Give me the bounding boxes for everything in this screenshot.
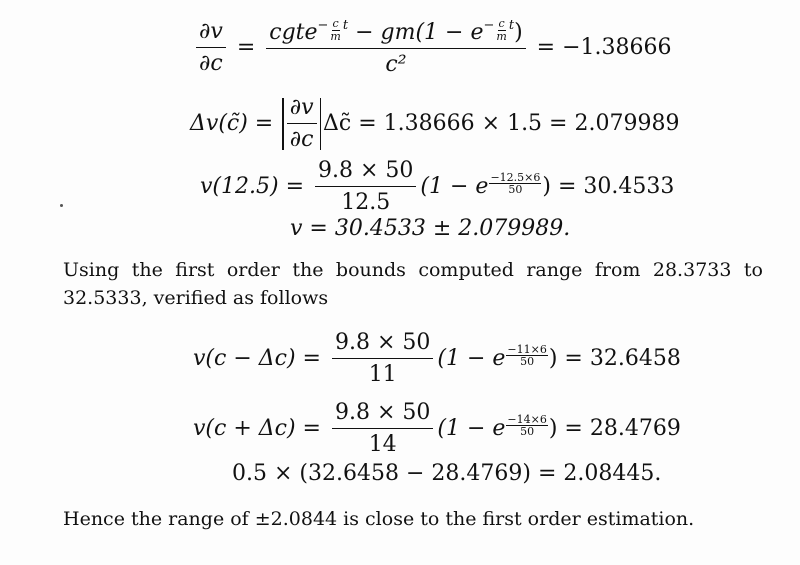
paragraph-bounds: Using the first order the bounds computed range from 28.3733 to 32.5333, verified as follows [63, 259, 763, 309]
fraction-coefficient: $\frac{9.8 \times 50}{14}$ [332, 400, 433, 458]
equation-result: ) = 32.6458 [548, 345, 681, 371]
equation-result: = −1.38666 [536, 34, 672, 60]
fraction-dv-dc [196, 19, 226, 77]
fraction-numerator: ∂v [196, 19, 226, 48]
equation-half-difference: 0.5 × (32.6458 − 28.4769) = 2.08445. [232, 461, 662, 486]
equation-lhs: Δv(c̃) = [190, 110, 281, 136]
term-cgte: cgte [269, 20, 318, 45]
absolute-bar-right [320, 98, 322, 150]
equation-derivative [192, 18, 672, 78]
scan-speck [60, 204, 63, 207]
equation-v-result: v = 30.4533 ± 2.079989. [290, 216, 571, 241]
fraction-coefficient: $\frac{9.8 \times 50}{11}$ [332, 330, 433, 388]
fraction-dv-dc: $\frac{\partial v}{\partial c}$ [287, 95, 317, 153]
fraction-numerator: cgte$^{- \frac{c}{m} t}$ − $gm(1 - e^{- \frac{c}{m} t})$ [266, 18, 525, 49]
exponent: − c m t [483, 17, 515, 43]
exponent: − c m t [317, 17, 349, 43]
term-gm: − gm(1 − e [348, 20, 484, 45]
equation-lhs: v(c + Δc) = [193, 415, 321, 441]
fraction-derivative-expression [266, 18, 525, 78]
fraction-coefficient: $\frac{9.8 \times 50}{12.5}$ [315, 158, 416, 216]
equals-sign: = [236, 34, 256, 60]
equation-lhs: v(12.5) = [200, 173, 305, 199]
exponent-fraction: $\frac{-11\times 6}{50}$ [507, 342, 547, 369]
equation-rest: Δc̃ = 1.38666 × 1.5 = 2.079989 [323, 110, 680, 136]
equation-v-c-minus [193, 330, 681, 388]
equation-v-12-5 [200, 158, 674, 216]
fraction-denominator: c² [385, 52, 407, 78]
term-exp: (1 − e [437, 345, 506, 371]
equation-v-c-plus [193, 400, 681, 458]
exponent-fraction: $\frac{-12.5\times 6}{50}$ [490, 170, 541, 197]
term-exp: (1 − e [437, 415, 506, 441]
equation-result: ) = 30.4533 [542, 173, 675, 199]
term-exp: (1 − e [420, 173, 489, 199]
absolute-bar-left [282, 98, 284, 150]
fraction-denominator: ∂c [199, 51, 223, 77]
equation-delta-v [190, 95, 679, 153]
exponent-fraction: $\frac{-14\times 6}{50}$ [507, 412, 547, 439]
equation-result: ) = 28.4769 [548, 415, 681, 441]
equation-lhs: v(c − Δc) = [193, 345, 321, 371]
paragraph-conclusion: Hence the range of ±2.0844 is close to the first order estimation. [63, 508, 695, 530]
